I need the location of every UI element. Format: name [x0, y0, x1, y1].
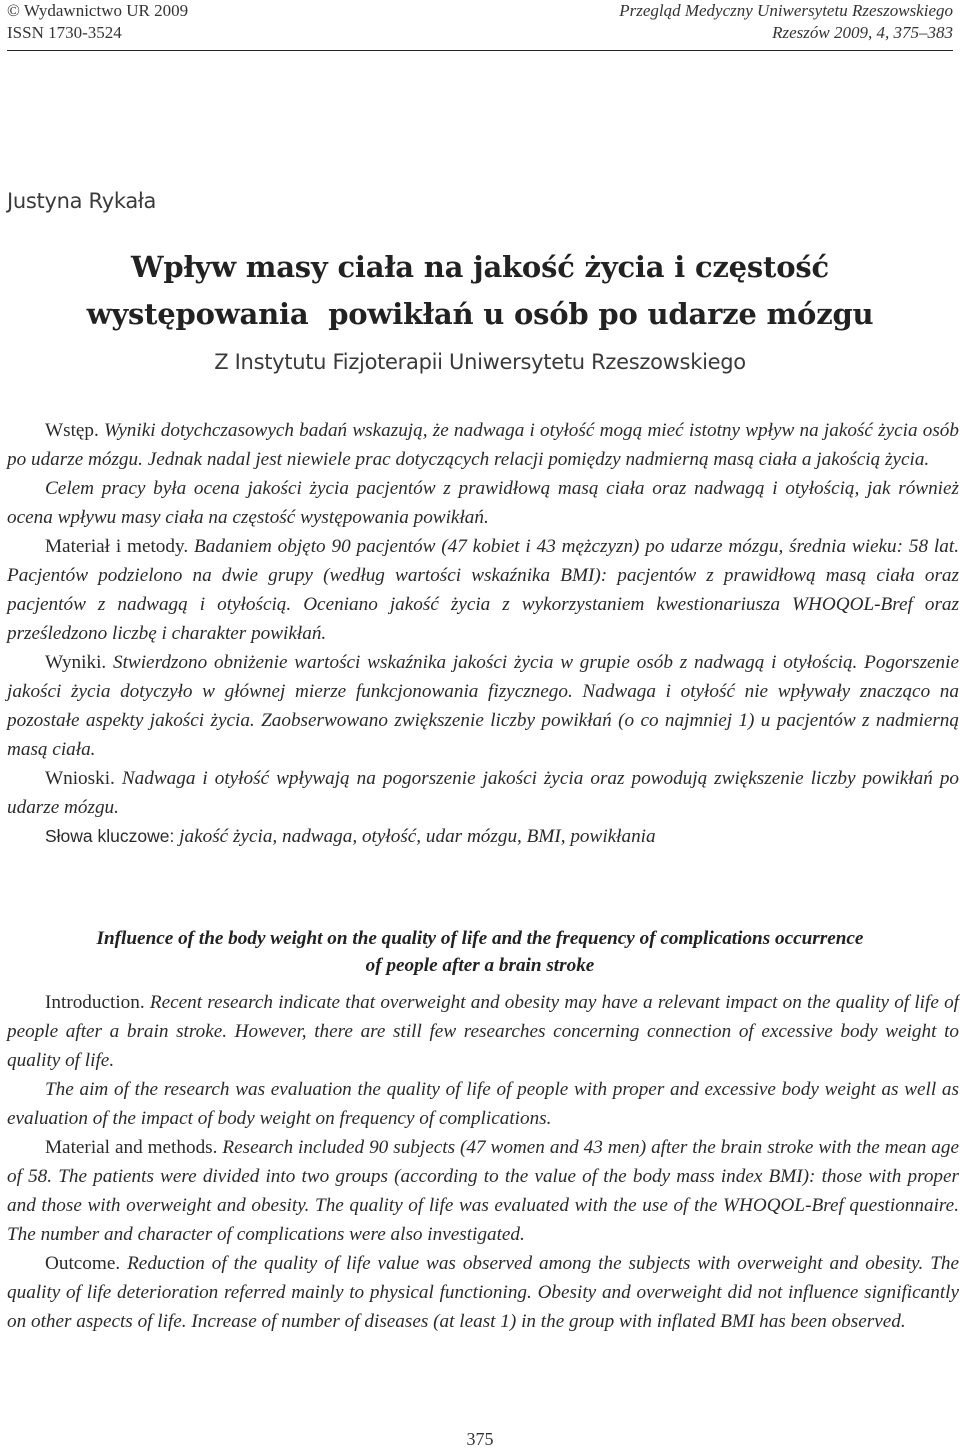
aim-text: Celem pracy była ocena jakości życia pacjentów z prawidłową masą ciała oraz nadwagą i otyłością, jak również ocena wpływu masy ciała na częstość występowania powikłań.: [7, 478, 959, 528]
results-label: Wyniki.: [45, 652, 107, 673]
journal-header: [7, 0, 953, 51]
intro-label: Wstęp.: [45, 420, 99, 441]
copyright-line: © Wydawnictwo UR 2009: [7, 1, 189, 20]
abstract-methods: [7, 532, 959, 648]
abstract-english: [7, 988, 959, 1336]
keywords-text: jakość życia, nadwaga, otyłość, udar mózgu, BMI, powikłania: [179, 826, 656, 847]
journal-name: Przegląd Medyczny Uniwersytetu Rzeszowskiego: [619, 1, 953, 20]
conclusions-text: Nadwaga i otyłość wpływają na pogorszenie jakości życia oraz powodują zwiększenie liczby powikłań po udarze mózgu.: [7, 768, 960, 818]
abstract-results: [7, 648, 959, 764]
en-outcome-text: Reduction of the quality of life value was observed among the subjects with overweight and obesity. The quality of life deterioration referred mainly to physical functioning. Obesity and overweight did not influence significantly on other aspects of life. Increase of number of diseases (at least 1) in the group with inflated BMI has been observed.: [7, 1253, 959, 1332]
abstract-en-outcome: [7, 1249, 959, 1336]
keywords-label: Słowa kluczowe:: [45, 826, 175, 846]
en-intro-text: Recent research indicate that overweight and obesity may have a relevant impact on the quality of life of people after a brain stroke. However, there are still few researches concerning connection of excessive body weight to quality of life.: [7, 992, 960, 1071]
journal-issue: Rzeszów 2009, 4, 375–383: [772, 23, 953, 42]
abstract-conclusions: [7, 764, 959, 822]
english-title: [0, 925, 960, 979]
author-name: Justyna Rykała: [7, 189, 157, 213]
en-methods-text: Research included 90 subjects (47 women and 43 men) after the brain stroke with the mean age of 58. The patients were divided into two groups (according to the value of the body mass index BMI): those with proper and those with overweight and obesity. The quality of life was evaluated with the use of the WHOQOL-Bref questionnaire. The number and character of complications were also investigated.: [7, 1137, 959, 1245]
article-title: [0, 244, 960, 338]
abstract-polish: [7, 416, 959, 851]
abstract-en-intro: [7, 988, 959, 1075]
english-title-line-2: of people after a brain stroke: [365, 955, 595, 976]
intro-text: Wyniki dotychczasowych badań wskazują, że nadwaga i otyłość mogą mieć istotny wpływ na jakość życia osób po udarze mózgu. Jednak nadal jest niewiele prac dotyczących relacji pomiędzy nadmierną masą ciała a jakością życia.: [7, 420, 959, 470]
page-number: 375: [466, 1429, 494, 1449]
results-text: Stwierdzono obniżenie wartości wskaźnika jakości życia w grupie osób z nadwagą i otyłością. Pogorszenie jakości życia dotyczyło w głównej mierze funkcjonowania fizycznego. Nadwaga i otyłość nie wpływały znacząco na pozostałe aspekty jakości życia. Zaobserwowano zwiększenie liczby powikłań (o co najmniej 1) u pacjentów z nadmierną masą ciała.: [7, 652, 959, 760]
affiliation: Z Instytutu Fizjoterapii Uniwersytetu Rzeszowskiego: [214, 350, 746, 374]
abstract-intro: [7, 416, 959, 474]
abstract-en-methods: [7, 1133, 959, 1249]
abstract-keywords: [7, 822, 959, 851]
english-title-line-1: Influence of the body weight on the quality of life and the frequency of complications occurrence: [96, 928, 864, 949]
en-aim-text: The aim of the research was evaluation the quality of life of people with proper and excessive body weight as well as evaluation of the impact of body weight on frequency of complications.: [7, 1079, 959, 1129]
en-intro-label: Introduction.: [45, 992, 145, 1013]
methods-label: Materiał i metody.: [45, 536, 189, 557]
abstract-en-aim: [7, 1075, 959, 1133]
title-line-1: Wpływ masy ciała na jakość życia i częstość: [131, 250, 829, 284]
en-methods-label: Material and methods.: [45, 1137, 218, 1158]
title-line-2: występowania powikłań u osób po udarze mózgu: [86, 297, 874, 331]
abstract-aim: [7, 474, 959, 532]
conclusions-label: Wnioski.: [45, 768, 115, 789]
en-outcome-label: Outcome.: [45, 1253, 121, 1274]
issn-line: ISSN 1730-3524: [7, 23, 122, 42]
methods-text: Badaniem objęto 90 pacjentów (47 kobiet i 43 mężczyzn) po udarze mózgu, średnia wieku: 58 lat. Pacjentów podzielono na dwie grupy (według wartości wskaźnika BMI): pacjentów z prawidłową masą ciała oraz pacjentów z nadwagą i otyłością. Oceniano jakość życia z wykorzystaniem kwestionariusza WHOQOL-Bref oraz prześledzono liczbę i charakter powikłań.: [7, 536, 959, 644]
